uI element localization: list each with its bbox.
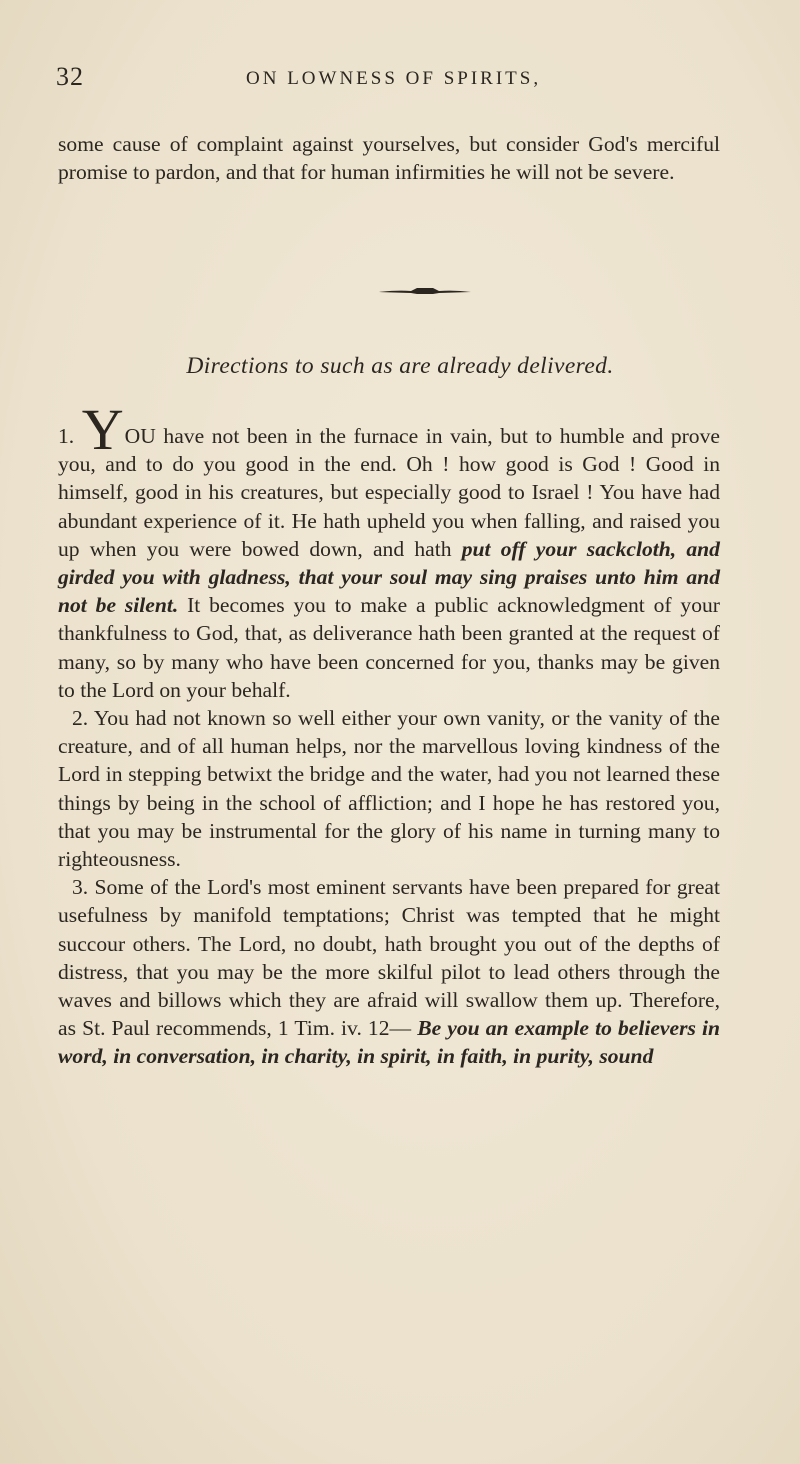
paragraph-1-text-b: It becomes you to make a public acknowledgment of your thankfulness to God, that, as deliverance hath been granted at the request of many, so by many who have been concerned for you, thanks may be given to the Lord on your behalf.	[58, 593, 720, 702]
body-text	[58, 397, 720, 1071]
paragraph-1	[58, 397, 720, 704]
paragraph-3-text: 3. Some of the Lord's most eminent servants have been prepared for great usefulness by manifold temptations; Christ was tempted that he might succour others. The Lord, no doubt, hath brought you out of the depths of distress, that you may be the more skilful pilot to lead others through the waves and billows which they are afraid will swallow them up. Therefore, as St. Paul recommends, 1 Tim. iv. 12—	[58, 875, 720, 1041]
ornament-divider-icon	[377, 286, 473, 296]
paragraph-number: 1.	[58, 424, 75, 448]
running-head	[56, 62, 696, 98]
paragraph-1-text-a: OU have not been in the furnace in vain, but to humble and prove you, and to do you good in the end. Oh ! how good is God ! Good in himself, good in his creatures, but especially good to Israel ! You have had abundant experience of it. He hath upheld you when falling, and raised you up when you were bowed down, and hath	[58, 424, 720, 561]
paragraph-3	[58, 873, 720, 1070]
paragraph-2: 2. You had not known so well either your own vanity, or the vanity of the creature, and of all human helps, nor the marvellous loving kindness of the Lord in stepping betwixt the bridge and the water, had you not learned these things by being in the school of affliction; and I hope he has restored you, that you may be instrumental for the glory of his name in turning many to righteousness.	[58, 706, 720, 872]
page-number: 32	[56, 62, 84, 91]
paragraph-3-italic: Be you an example to believers in word, in conversation, in charity, in spirit, in faith, in purity, sound	[58, 1016, 720, 1069]
paragraph-1-italic: put off your sackcloth, and girded you with gladness, that your soul may sing praises unto him and not be silent.	[58, 536, 720, 618]
drop-cap: Y	[81, 397, 124, 462]
running-title: ON LOWNESS OF SPIRITS,	[246, 68, 542, 89]
section-heading: Directions to such as are already delivered.	[186, 353, 614, 379]
intro-paragraph: some cause of complaint against yourselves, but consider God's merciful promise to pardon, and that for human infirmities he will not be severe.	[58, 132, 720, 185]
